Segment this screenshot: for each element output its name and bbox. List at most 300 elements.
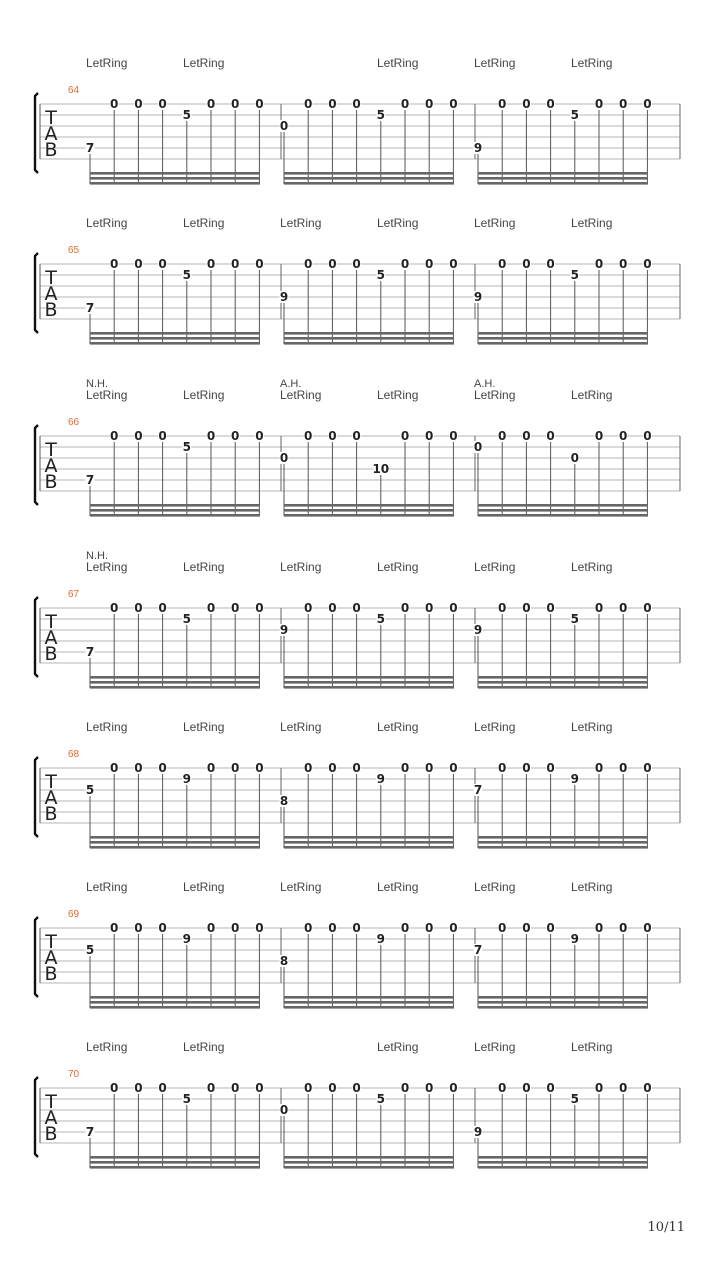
- tab-clef-letter: B: [44, 471, 58, 493]
- bar-number: 64: [68, 85, 80, 96]
- fret-number: 0: [352, 921, 361, 935]
- fret-number: 0: [231, 429, 240, 443]
- fret-number: 0: [231, 1081, 240, 1095]
- tab-clef-letter: B: [44, 299, 58, 321]
- beam: [284, 1001, 454, 1004]
- let-ring-label: LetRing: [474, 1040, 516, 1054]
- beam: [478, 841, 648, 844]
- fret-number: 0: [352, 601, 361, 615]
- tab-clef-letter: T: [45, 107, 57, 129]
- let-ring-label: LetRing: [377, 880, 419, 894]
- fret-number: 9: [473, 1125, 483, 1139]
- fret-number: 9: [182, 772, 191, 786]
- fret-number: 7: [85, 301, 95, 315]
- let-ring-label: LetRing: [86, 560, 128, 574]
- fret-number: 0: [328, 761, 337, 775]
- fret-number: 0: [643, 761, 652, 775]
- fret-number: 0: [400, 601, 410, 615]
- fret-number: 0: [643, 1081, 652, 1095]
- tab-clef-letter: T: [45, 931, 57, 953]
- let-ring-label: LetRing: [280, 216, 322, 230]
- beam: [478, 509, 648, 512]
- fret-number: 0: [643, 921, 652, 935]
- fret-number: 0: [594, 761, 604, 775]
- fret-number: 0: [304, 429, 313, 443]
- bar-number: 67: [68, 589, 80, 600]
- beam: [90, 337, 260, 340]
- fret-number: 0: [594, 257, 604, 271]
- beam: [90, 996, 260, 999]
- let-ring-label: LetRing: [183, 56, 225, 70]
- beam: [90, 846, 260, 849]
- beam: [284, 1006, 454, 1009]
- let-ring-label: LetRing: [474, 720, 516, 734]
- fret-number: 0: [206, 761, 216, 775]
- beam: [284, 996, 454, 999]
- let-ring-label: LetRing: [571, 1040, 613, 1054]
- beam: [478, 172, 648, 175]
- beam: [284, 1166, 454, 1169]
- fret-number: 9: [473, 290, 483, 304]
- fret-number: 0: [328, 97, 337, 111]
- fret-number: 9: [473, 623, 483, 637]
- beam: [284, 342, 454, 345]
- fret-number: 0: [328, 601, 337, 615]
- beam: [478, 1156, 648, 1159]
- fret-number: 0: [546, 429, 555, 443]
- fret-number: 0: [449, 1081, 458, 1095]
- fret-number: 0: [643, 601, 652, 615]
- fret-number: 0: [594, 601, 604, 615]
- let-ring-label: LetRing: [280, 560, 322, 574]
- fret-number: 0: [158, 921, 167, 935]
- fret-number: 8: [279, 954, 289, 968]
- beam: [284, 509, 454, 512]
- let-ring-label: LetRing: [377, 1040, 419, 1054]
- fret-number: 0: [304, 921, 313, 935]
- fret-number: 0: [304, 257, 313, 271]
- beam: [284, 1161, 454, 1164]
- beam: [284, 504, 454, 507]
- let-ring-label: LetRing: [571, 560, 613, 574]
- harmonic-label: A.H.: [474, 378, 496, 390]
- let-ring-label: LetRing: [474, 216, 516, 230]
- fret-number: 5: [85, 943, 95, 957]
- fret-number: 0: [498, 601, 507, 615]
- beam: [284, 337, 454, 340]
- fret-number: 0: [231, 761, 240, 775]
- fret-number: 0: [206, 601, 216, 615]
- fret-number: 0: [255, 761, 264, 775]
- let-ring-label: LetRing: [86, 1040, 128, 1054]
- fret-number: 0: [546, 97, 555, 111]
- fret-number: 7: [85, 141, 95, 155]
- fret-number: 5: [376, 1092, 385, 1106]
- let-ring-label: LetRing: [183, 720, 225, 734]
- fret-number: 0: [279, 1103, 289, 1117]
- fret-number: 0: [546, 761, 555, 775]
- tab-clef-letter: A: [44, 947, 58, 969]
- let-ring-label: LetRing: [86, 720, 128, 734]
- tab-clef-letter: A: [44, 787, 58, 809]
- tab-clef-letter: T: [45, 771, 57, 793]
- fret-number: 0: [425, 1081, 434, 1095]
- fret-number: 0: [594, 429, 604, 443]
- tab-clef-letter: T: [45, 1091, 57, 1113]
- fret-number: 0: [328, 1081, 337, 1095]
- beam: [478, 342, 648, 345]
- fret-number: 0: [110, 601, 119, 615]
- fret-number: 0: [206, 97, 216, 111]
- beam: [90, 841, 260, 844]
- bar-number: 65: [68, 245, 80, 256]
- beam: [284, 172, 454, 175]
- fret-number: 0: [352, 429, 361, 443]
- fret-number: 0: [304, 97, 313, 111]
- fret-number: 0: [255, 1081, 264, 1095]
- fret-number: 7: [85, 645, 95, 659]
- fret-number: 0: [643, 97, 652, 111]
- fret-number: 0: [546, 921, 555, 935]
- bar-number: 70: [68, 1069, 80, 1080]
- beam: [478, 1166, 648, 1169]
- fret-number: 0: [425, 257, 434, 271]
- tab-clef-letter: A: [44, 123, 58, 145]
- beam: [90, 676, 260, 679]
- fret-number: 9: [182, 932, 191, 946]
- fret-number: 0: [255, 257, 264, 271]
- tab-clef-letter: T: [45, 267, 57, 289]
- beam: [90, 1166, 260, 1169]
- fret-number: 0: [449, 761, 458, 775]
- let-ring-label: LetRing: [183, 560, 225, 574]
- let-ring-label: LetRing: [280, 720, 322, 734]
- fret-number: 5: [182, 268, 191, 282]
- fret-number: 0: [400, 921, 410, 935]
- fret-number: 10: [372, 462, 390, 476]
- let-ring-label: LetRing: [474, 560, 516, 574]
- fret-number: 0: [110, 429, 119, 443]
- fret-number: 7: [85, 1125, 95, 1139]
- fret-number: 0: [619, 429, 628, 443]
- fret-number: 0: [158, 97, 167, 111]
- fret-number: 0: [425, 921, 434, 935]
- beam: [90, 1156, 260, 1159]
- beam: [90, 686, 260, 689]
- fret-number: 0: [304, 601, 313, 615]
- system-bracket: [35, 1077, 38, 1157]
- let-ring-label: LetRing: [377, 720, 419, 734]
- let-ring-label: LetRing: [474, 388, 516, 402]
- beam: [478, 337, 648, 340]
- fret-number: 0: [134, 429, 143, 443]
- fret-number: 0: [546, 257, 555, 271]
- fret-number: 0: [206, 429, 216, 443]
- fret-number: 0: [279, 119, 289, 133]
- fret-number: 0: [449, 257, 458, 271]
- let-ring-label: LetRing: [571, 216, 613, 230]
- beam: [90, 509, 260, 512]
- harmonic-label: N.H.: [86, 550, 108, 562]
- fret-number: 5: [570, 108, 579, 122]
- let-ring-label: LetRing: [571, 388, 613, 402]
- fret-number: 0: [449, 429, 458, 443]
- tab-clef-letter: B: [44, 803, 58, 825]
- beam: [478, 504, 648, 507]
- fret-number: 0: [400, 429, 410, 443]
- fret-number: 0: [352, 761, 361, 775]
- fret-number: 0: [110, 97, 119, 111]
- beam: [90, 332, 260, 335]
- fret-number: 5: [182, 108, 191, 122]
- fret-number: 7: [473, 783, 483, 797]
- fret-number: 0: [498, 921, 507, 935]
- tab-clef-letter: B: [44, 963, 58, 985]
- let-ring-label: LetRing: [280, 880, 322, 894]
- let-ring-label: LetRing: [474, 56, 516, 70]
- fret-number: 0: [619, 257, 628, 271]
- bar-number: 68: [68, 749, 80, 760]
- fret-number: 0: [619, 761, 628, 775]
- system-bracket: [35, 597, 38, 677]
- beam: [478, 514, 648, 517]
- page-number: 10/11: [647, 1220, 685, 1235]
- system-bracket: [35, 253, 38, 333]
- fret-number: 8: [279, 794, 289, 808]
- tab-clef-letter: A: [44, 627, 58, 649]
- fret-number: 0: [328, 257, 337, 271]
- fret-number: 5: [376, 612, 385, 626]
- bar-number: 69: [68, 909, 80, 920]
- beam: [478, 1006, 648, 1009]
- beam: [90, 342, 260, 345]
- system-bracket: [35, 757, 38, 837]
- beam: [284, 846, 454, 849]
- beam: [284, 836, 454, 839]
- fret-number: 0: [400, 761, 410, 775]
- fret-number: 0: [134, 97, 143, 111]
- fret-number: 0: [498, 1081, 507, 1095]
- beam: [90, 177, 260, 180]
- fret-number: 0: [206, 257, 216, 271]
- beam: [284, 681, 454, 684]
- fret-number: 0: [279, 451, 289, 465]
- fret-number: 9: [473, 141, 483, 155]
- fret-number: 0: [231, 601, 240, 615]
- beam: [478, 846, 648, 849]
- let-ring-label: LetRing: [183, 388, 225, 402]
- beam: [90, 1006, 260, 1009]
- fret-number: 0: [158, 429, 167, 443]
- harmonic-label: A.H.: [280, 378, 302, 390]
- fret-number: 0: [546, 601, 555, 615]
- fret-number: 0: [328, 429, 337, 443]
- fret-number: 0: [134, 921, 143, 935]
- fret-number: 0: [546, 1081, 555, 1095]
- tab-clef-letter: A: [44, 1107, 58, 1129]
- beam: [478, 1161, 648, 1164]
- fret-number: 0: [134, 1081, 143, 1095]
- tab-clef-letter: B: [44, 1123, 58, 1145]
- fret-number: 0: [570, 451, 579, 465]
- fret-number: 5: [376, 268, 385, 282]
- fret-number: 0: [449, 601, 458, 615]
- tab-clef-letter: A: [44, 283, 58, 305]
- beam: [90, 172, 260, 175]
- fret-number: 9: [570, 932, 579, 946]
- let-ring-label: LetRing: [474, 880, 516, 894]
- tab-clef-letter: T: [45, 439, 57, 461]
- fret-number: 5: [570, 268, 579, 282]
- beam: [284, 332, 454, 335]
- tab-clef-letter: B: [44, 643, 58, 665]
- system-bracket: [35, 425, 38, 505]
- fret-number: 0: [498, 257, 507, 271]
- fret-number: 0: [425, 761, 434, 775]
- fret-number: 0: [328, 921, 337, 935]
- fret-number: 9: [279, 290, 289, 304]
- beam: [478, 676, 648, 679]
- beam: [284, 686, 454, 689]
- tab-clef-letter: T: [45, 611, 57, 633]
- fret-number: 0: [619, 601, 628, 615]
- tab-clef-letter: A: [44, 455, 58, 477]
- fret-number: 5: [570, 1092, 579, 1106]
- fret-number: 0: [522, 921, 531, 935]
- fret-number: 0: [255, 921, 264, 935]
- fret-number: 0: [255, 601, 264, 615]
- let-ring-label: LetRing: [86, 880, 128, 894]
- fret-number: 0: [110, 761, 119, 775]
- fret-number: 0: [110, 1081, 119, 1095]
- fret-number: 0: [425, 429, 434, 443]
- let-ring-label: LetRing: [377, 216, 419, 230]
- fret-number: 9: [570, 772, 579, 786]
- tab-clef-letter: B: [44, 139, 58, 161]
- fret-number: 0: [110, 921, 119, 935]
- fret-number: 0: [158, 761, 167, 775]
- let-ring-label: LetRing: [183, 216, 225, 230]
- fret-number: 0: [449, 921, 458, 935]
- fret-number: 0: [449, 97, 458, 111]
- fret-number: 0: [522, 97, 531, 111]
- fret-number: 9: [279, 623, 289, 637]
- fret-number: 9: [376, 772, 385, 786]
- fret-number: 0: [619, 921, 628, 935]
- fret-number: 0: [255, 97, 264, 111]
- fret-number: 0: [231, 921, 240, 935]
- fret-number: 0: [522, 429, 531, 443]
- beam: [90, 681, 260, 684]
- beam: [478, 182, 648, 185]
- fret-number: 0: [158, 1081, 167, 1095]
- let-ring-label: LetRing: [571, 56, 613, 70]
- fret-number: 0: [352, 97, 361, 111]
- fret-number: 0: [594, 97, 604, 111]
- fret-number: 0: [522, 257, 531, 271]
- fret-number: 0: [400, 97, 410, 111]
- fret-number: 0: [425, 601, 434, 615]
- fret-number: 0: [619, 1081, 628, 1095]
- let-ring-label: LetRing: [86, 56, 128, 70]
- fret-number: 0: [352, 1081, 361, 1095]
- fret-number: 0: [498, 429, 507, 443]
- fret-number: 0: [158, 601, 167, 615]
- system-bracket: [35, 917, 38, 997]
- beam: [284, 182, 454, 185]
- beam: [90, 504, 260, 507]
- fret-number: 0: [400, 257, 410, 271]
- fret-number: 5: [376, 108, 385, 122]
- fret-number: 0: [594, 1081, 604, 1095]
- beam: [90, 836, 260, 839]
- fret-number: 0: [231, 97, 240, 111]
- beam: [478, 681, 648, 684]
- fret-number: 0: [594, 921, 604, 935]
- beam: [478, 177, 648, 180]
- fret-number: 0: [231, 257, 240, 271]
- fret-number: 0: [522, 1081, 531, 1095]
- let-ring-label: LetRing: [183, 880, 225, 894]
- let-ring-label: LetRing: [86, 216, 128, 230]
- fret-number: 0: [134, 257, 143, 271]
- fret-number: 0: [522, 601, 531, 615]
- fret-number: 0: [522, 761, 531, 775]
- fret-number: 0: [425, 97, 434, 111]
- fret-number: 0: [110, 257, 119, 271]
- beam: [90, 1001, 260, 1004]
- fret-number: 5: [182, 612, 191, 626]
- fret-number: 0: [498, 761, 507, 775]
- beam: [478, 836, 648, 839]
- fret-number: 5: [570, 612, 579, 626]
- fret-number: 0: [643, 257, 652, 271]
- fret-number: 9: [376, 932, 385, 946]
- bar-number: 66: [68, 417, 80, 428]
- fret-number: 7: [85, 473, 95, 487]
- fret-number: 0: [134, 761, 143, 775]
- let-ring-label: LetRing: [571, 720, 613, 734]
- fret-number: 0: [304, 1081, 313, 1095]
- beam: [478, 996, 648, 999]
- fret-number: 7: [473, 943, 483, 957]
- beam: [478, 1001, 648, 1004]
- beam: [90, 182, 260, 185]
- beam: [284, 514, 454, 517]
- fret-number: 0: [304, 761, 313, 775]
- let-ring-label: LetRing: [377, 388, 419, 402]
- let-ring-label: LetRing: [377, 560, 419, 574]
- beam: [284, 177, 454, 180]
- fret-number: 5: [85, 783, 95, 797]
- beam: [284, 676, 454, 679]
- fret-number: 0: [400, 1081, 410, 1095]
- beam: [478, 332, 648, 335]
- beam: [284, 1156, 454, 1159]
- fret-number: 5: [182, 1092, 191, 1106]
- let-ring-label: LetRing: [86, 388, 128, 402]
- fret-number: 5: [182, 440, 191, 454]
- fret-number: 0: [206, 921, 216, 935]
- let-ring-label: LetRing: [280, 388, 322, 402]
- fret-number: 0: [158, 257, 167, 271]
- fret-number: 0: [206, 1081, 216, 1095]
- beam: [90, 514, 260, 517]
- let-ring-label: LetRing: [571, 880, 613, 894]
- beam: [284, 841, 454, 844]
- system-bracket: [35, 93, 38, 173]
- fret-number: 0: [473, 440, 483, 454]
